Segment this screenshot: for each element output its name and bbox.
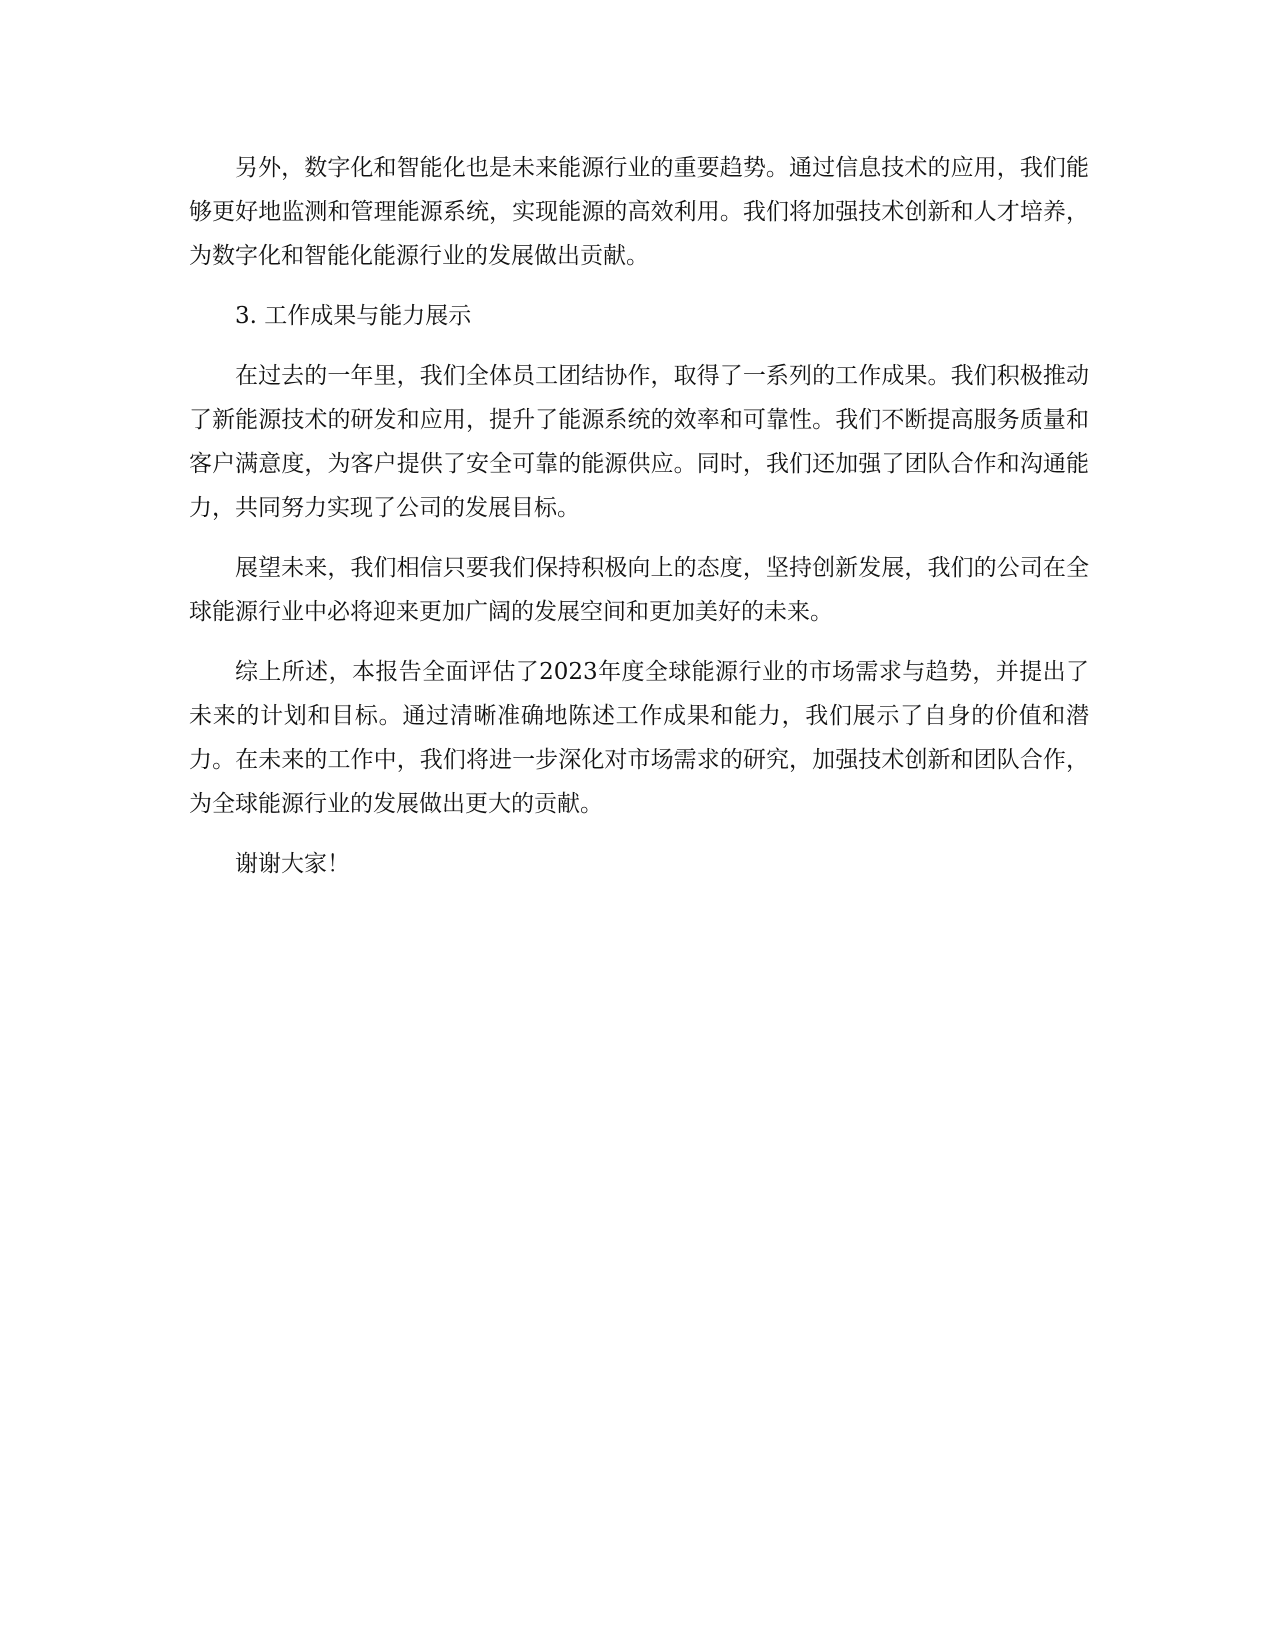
paragraph-outlook: 展望未来，我们相信只要我们保持积极向上的态度，坚持创新发展，我们的公司在全球能源行业中必将迎来更加广阔的发展空间和更加美好的未来。: [189, 555, 1089, 625]
paragraph-achievements: 在过去的一年里，我们全体员工团结协作，取得了一系列的工作成果。我们积极推动了新能源技术的研发和应用，提升了能源系统的效率和可靠性。我们不断提高服务质量和客户满意度，为客户提供了安全可靠的能源供应。同时，我们还加强了团队合作和沟通能力，共同努力实现了公司的发展目标。: [189, 363, 1089, 521]
document-body: [189, 146, 1089, 902]
section-heading-achievements: 3. 工作成果与能力展示: [235, 303, 472, 329]
paragraph-thanks: 谢谢大家！: [235, 851, 350, 877]
paragraph-digitalization: 另外，数字化和智能化也是未来能源行业的重要趋势。通过信息技术的应用，我们能够更好地监测和管理能源系统，实现能源的高效利用。我们将加强技术创新和人才培养，为数字化和智能化能源行业的发展做出贡献。: [189, 155, 1089, 269]
paragraph-summary: 综上所述，本报告全面评估了2023年度全球能源行业的市场需求与趋势，并提出了未来的计划和目标。通过清晰准确地陈述工作成果和能力，我们展示了自身的价值和潜力。在未来的工作中，我们将进一步深化对市场需求的研究，加强技术创新和团队合作，为全球能源行业的发展做出更大的贡献。: [189, 659, 1089, 817]
